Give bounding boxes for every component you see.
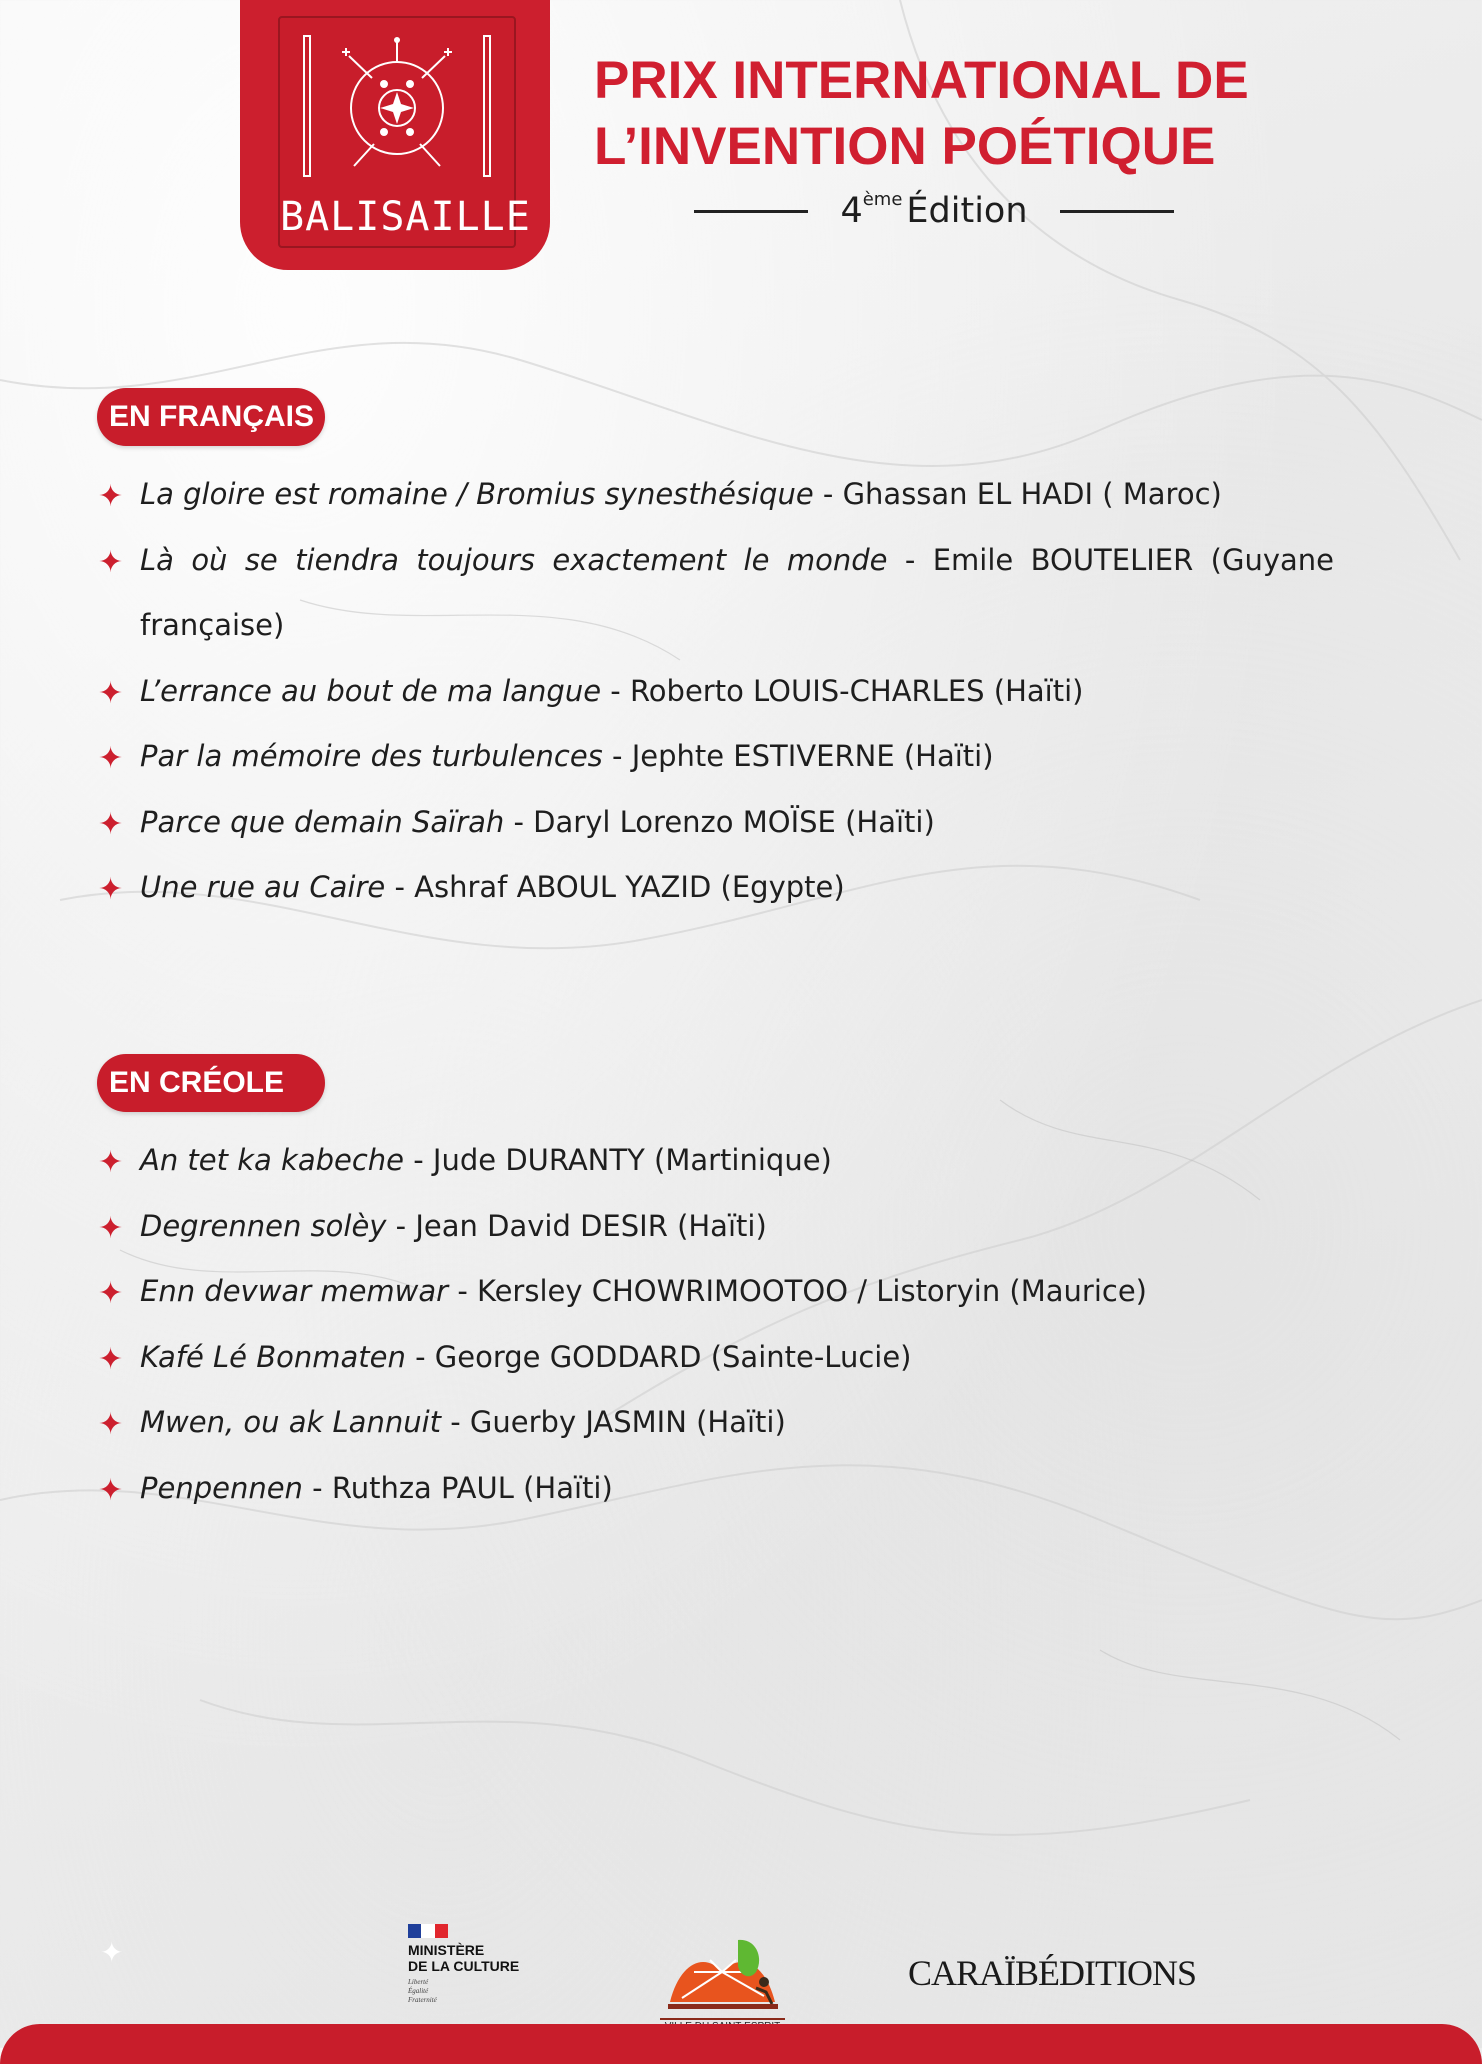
list-item — [98, 724, 1334, 790]
author: - Ruthza PAUL (Haïti) — [302, 1470, 613, 1505]
french-flag-icon — [408, 1924, 448, 1938]
author: - Jephte ESTIVERNE (Haïti) — [602, 739, 994, 773]
author: - Jude DURANTY (Martinique) — [404, 1143, 832, 1177]
title-line-1: PRIX INTERNATIONAL DE — [594, 51, 1249, 110]
author: - George GODDARD (Sainte-Lucie) — [405, 1339, 912, 1374]
sparkle-icon: ✦ — [100, 1936, 124, 1969]
star-bullet-icon: ✦ — [98, 872, 124, 907]
ministere-culture-logo — [408, 1924, 558, 2005]
ministere-name: MINISTÈRE DE LA CULTURE — [408, 1942, 520, 1974]
list-item — [98, 1259, 1334, 1325]
star-bullet-icon: ✦ — [98, 675, 124, 711]
star-bullet-icon: ✦ — [98, 544, 124, 580]
author: - Daryl Lorenzo MOÏSE (Haïti) — [504, 804, 935, 839]
star-bullet-icon: ✦ — [98, 1407, 124, 1442]
edition-number: 4 — [840, 191, 863, 231]
star-bullet-icon: ✦ — [98, 1145, 124, 1180]
list-item — [98, 1390, 1334, 1456]
author: - Jean David DESIR (Haïti) — [386, 1208, 767, 1243]
list-francais — [98, 462, 1334, 921]
star-bullet-icon: ✦ — [98, 1341, 124, 1377]
balisaille-logo — [240, 0, 550, 270]
author: - Ghassan EL HADI ( Maroc) — [813, 477, 1222, 511]
list-item — [98, 1128, 1334, 1194]
author: - Roberto LOUIS-CHARLES (Haïti) — [601, 673, 1084, 708]
work-title: Par la mémoire des turbulences — [140, 739, 603, 773]
edition-rule-right — [1060, 210, 1174, 213]
veve-emblem-icon — [294, 26, 500, 186]
star-bullet-icon: ✦ — [98, 741, 124, 776]
work-title: Enn devwar memwar — [140, 1274, 449, 1308]
list-item — [98, 659, 1334, 725]
logo-frame — [278, 16, 531, 248]
work-title: Mwen, ou ak Lannuit — [140, 1405, 442, 1439]
logo-text: BALISAILLE — [280, 194, 531, 240]
work-title: L’errance au bout de ma langue — [140, 673, 602, 708]
sponsor-logos — [0, 1910, 1482, 2020]
work-title: Une rue au Caire — [140, 870, 386, 904]
work-title: La gloire est romaine / Bromius synesthésique — [140, 477, 814, 511]
list-item — [98, 1325, 1334, 1391]
work-title: Là où se tiendra toujours exactement le monde — [140, 542, 888, 577]
list-item — [98, 462, 1334, 528]
ministere-motto: Liberté Égalité Fraternité — [408, 1978, 437, 2004]
caraibeditions-logo: CARAÏBÉDITIONS — [908, 1953, 1196, 1993]
bottom-band — [0, 2024, 1482, 2064]
work-title: Parce que demain Saïrah — [140, 804, 505, 839]
author: - Kersley CHOWRIMOOTOO / Listoryin (Maurice) — [448, 1274, 1147, 1308]
title-line-2: L’INVENTION POÉTIQUE — [594, 117, 1216, 176]
section-label-francais: EN FRANÇAIS — [97, 388, 325, 446]
edition-ordinal: ème — [862, 189, 903, 211]
work-title: Kafé Lé Bonmaten — [140, 1339, 406, 1374]
edition-rule-left — [694, 210, 808, 213]
ville-saint-esprit-logo — [660, 1932, 785, 2027]
author: - Emile BOUTELIER (Guyane française) — [140, 542, 1334, 642]
list-item — [98, 1456, 1334, 1522]
star-bullet-icon: ✦ — [98, 479, 124, 514]
edition-line — [694, 186, 1174, 236]
star-bullet-icon: ✦ — [98, 1276, 124, 1311]
author: - Ashraf ABOUL YAZID (Egypte) — [385, 870, 845, 904]
section-label-creole: EN CRÉOLE — [97, 1054, 325, 1112]
star-bullet-icon: ✦ — [98, 1210, 124, 1246]
list-item — [98, 855, 1334, 921]
page-title — [594, 48, 1414, 180]
author: - Guerby JASMIN (Haïti) — [441, 1405, 786, 1439]
star-bullet-icon: ✦ — [98, 1472, 124, 1508]
list-creole — [98, 1128, 1334, 1521]
star-bullet-icon: ✦ — [98, 806, 124, 842]
open-book-icon — [660, 1932, 785, 2016]
edition-word: Édition — [906, 191, 1028, 231]
list-item — [98, 1194, 1334, 1260]
edition-text — [840, 191, 1027, 231]
list-item — [98, 528, 1334, 659]
work-title: An tet ka kabeche — [140, 1143, 405, 1177]
work-title: Penpennen — [140, 1470, 303, 1505]
work-title: Degrennen solèy — [140, 1208, 387, 1243]
list-item — [98, 790, 1334, 856]
